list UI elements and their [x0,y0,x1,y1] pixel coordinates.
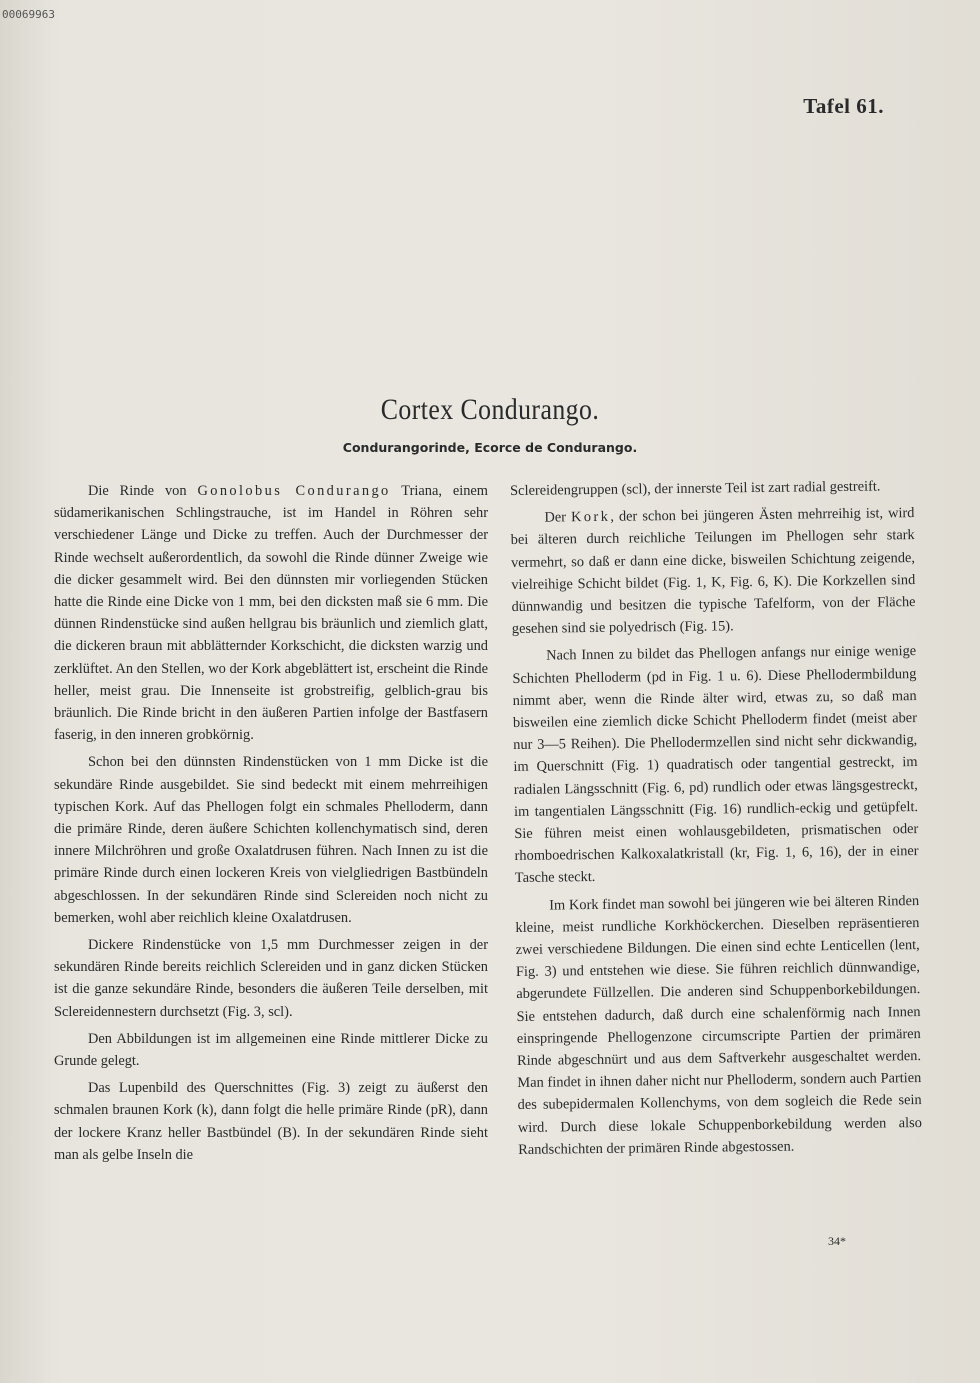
right-column [510,475,922,1166]
page-title: Cortex Condurango. [380,393,600,426]
plate-label: Tafel 61. [803,94,884,118]
paragraph: Den Abbildungen ist im allgemeinen eine Rinde mittlerer Dicke zu Grunde gelegt. [54,1030,488,1070]
scan-id: 00069963 [2,8,55,21]
paragraph-text: Der [544,509,572,526]
paragraph-text: Die Rinde von [88,483,198,499]
paragraph: Schon bei den dünnsten Rindenstücken von 1 mm Dicke ist die sekundäre Rinde ausgebildet. Sie sind bedeckt mit einem mehrreihigen typischen Kork. Auf das Phellogen folgt ein schmales Phelloderm, dann die primäre Rinde, deren äußere Schichten kollenchymatisch sind, deren innere Milchröhren und große Oxalatdrusen führen. Nach Innen zu ist die primäre Rinde durch einen lockeren Kreis von vielgliedrigen Bastbündeln abgeschlossen. In der sekundären Rinde sind Sclereiden noch nicht zu bemerken, wohl aber reichlich kleine Oxalatdrusen. [54,754,488,926]
paragraph: Sclereidengruppen (scl), der innerste Teil ist zart radial gestreift. [510,478,881,499]
paragraph [510,502,916,640]
paragraph-text: , der schon bei jüngeren Ästen mehrreihig ist, wird bei älteren durch reichliche Teilungen im Phellogen sehr stark vermehrt, so daß er dann eine dicke, bisweilen Schichtung zeigende, vielreihige Schicht bildet (Fig. 1, K, Fig. 6, K). Die Korkzellen sind dünnwandig und besitzen die typische Tafelform, von der Fläche gesehen sind sie polyedrisch (Fig. 15). [510,505,916,638]
paragraph: Dickere Rindenstücke von 1,5 mm Durchmesser zeigen in der sekundären Rinde bereits reichlich Sclereiden und in ganz dicken Stücken ist die ganze sekundäre Rinde, besonders die äußeren Teile derselben, mit Sclereidennestern durchsetzt (Fig. 3, scl). [54,937,488,1020]
paragraph [54,480,488,746]
species-name: Gonolobus Condurango [197,483,391,499]
left-column [54,480,488,1171]
paragraph: Das Lupenbild des Querschnittes (Fig. 3) zeigt zu äußerst den schmalen braunen Kork (k), dann folgt die helle primäre Rinde (pR), dann der lockere Kranz heller Bastbündel (B). In der sekundären Rinde sieht man als gelbe Inseln die [54,1080,488,1163]
term-kork: Kork [570,508,611,526]
paragraph: Im Kork findet man sowohl bei jüngeren wie bei älteren Rinden kleine, meist rundliche Korkhöckerchen. Dieselben repräsentieren zwei verschiedene Bildungen. Die einen sind echte Lenticellen (lent, Fig. 3) und entstehen wie diese. Sie führen reichlich dünnwandige, abgerundete Füllzellen. Die anderen sind Schuppenborkebildungen. Sie entstehen dadurch, daß durch eine schalenförmig nach Innen einspringende Phellogenzone circumscripte Partien der primären Rinde abgeschnürt und aus dem Saftverkehr ausgeschaltet werden. Man findet in ihnen daher nicht nur Phelloderm, sondern auch Partien des subepidermalen Kollenchyms, von dem sogleich die Rede sein wird. Durch diese lokale Schuppenborkebildung werden also Randschichten der primären Rinde abgestossen. [515,892,922,1158]
page-subtitle: Condurangorinde, Ecorce de Condurango. [342,440,638,455]
paragraph-text: Triana, einem südamerikanischen Schlingstrauche, ist im Handel in Röhren sehr verschiedener Länge und Dicke zu treffen. Auch der Durchmesser der Rinde wechselt außerordentlich, da sowohl die Rinde dünner Zweige wie die dicker gesammelt wird. Bei den dünnsten mir vorliegenden Stücken hatte die Rinde eine Dicke von 1 mm, bei den dicksten maß sie 6 mm. Die dünnen Rindenstücke sind außen hellgrau bis bräunlich und ziemlich glatt, die dickeren braun mit abblätternder Korkschicht, die dicksten warzig und zerklüftet. An den Stellen, wo der Kork abgeblättert ist, erscheint die Rinde heller, meist grau. Die Innenseite ist grobstreifig, gelblich-grau bis bräunlich. Die Rinde bricht in den äußeren Partien infolge der Bastfasern faserig, in den inneren grobkörnig. [54,483,488,744]
signature-mark: 34* [828,1234,846,1248]
paragraph: Nach Innen zu bildet das Phellogen anfangs nur einige wenige Schichten Phelloderm (pd in Fig. 1 u. 6). Diese Phellodermbildung nimmt aber, wenn die Rinde älter wird, etwas zu, so daß man bisweilen eine ziemlich dicke Schicht Phelloderm findet (meist aber nur 3—5 Reihen). Die Phellodermzellen sind nicht sehr dickwandig, im Querschnitt (Fig. 1) quadratisch oder tangential gestreckt, im radialen Längsschnitt (Fig. 6, pd) rundlich oder etwas längsgestreckt, im tangentialen Längsschnitt (Fig. 16) rundlich-eckig und getüpfelt. Sie führen meist einen wohlausgebildeten, prismatischen oder rhomboedrischen Kalkoxalatkristall (kr, Fig. 1, 6, 16), der in einer Tasche steckt. [512,643,919,887]
